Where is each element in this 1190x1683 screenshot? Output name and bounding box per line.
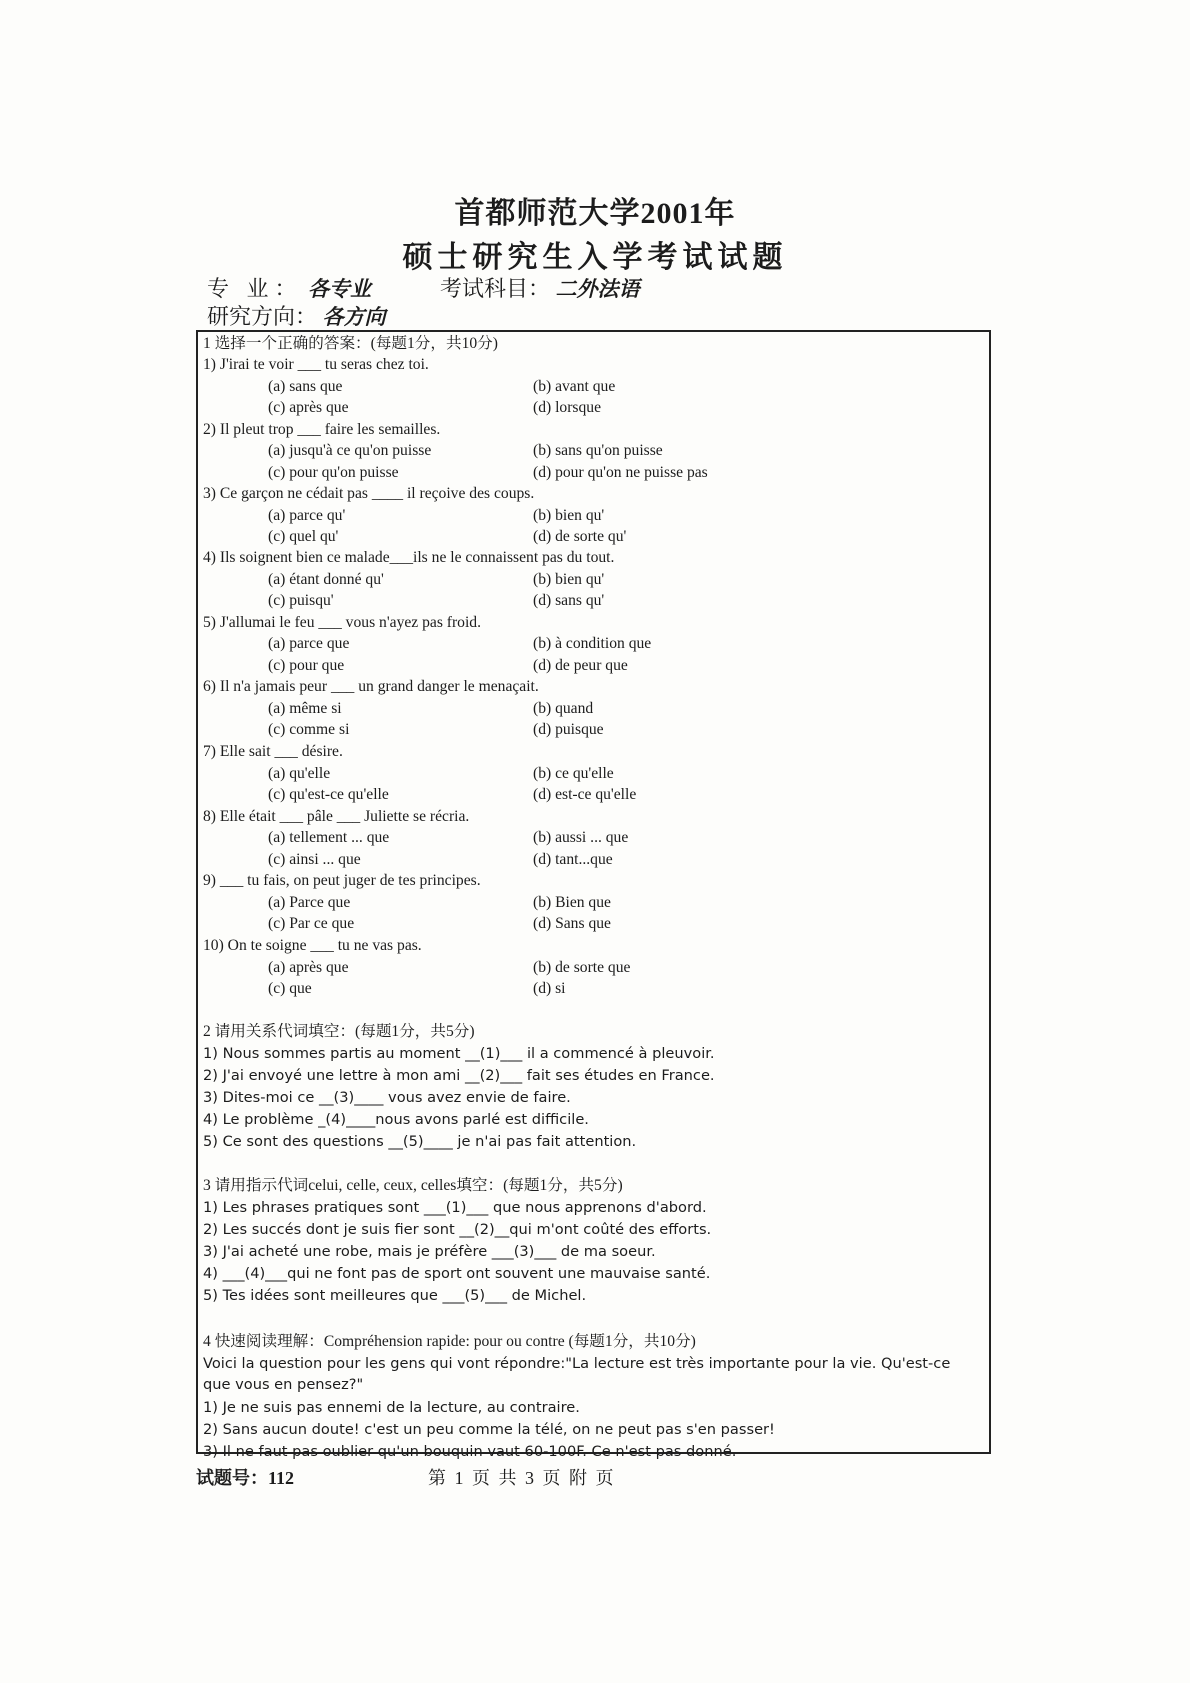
s3-line-2: 2) Les succés dont je suis fier sont __(2)__qui m'ont coûté des efforts. [203,1221,712,1238]
s3-line-1: 1) Les phrases pratiques sont ___(1)___ que nous apprenons d'abord. [203,1199,707,1216]
q1-option-d: (d) lorsque [533,399,601,416]
s2-line-5: 5) Ce sont des questions __(5)____ je n'ai pas fait attention. [203,1133,637,1150]
q10-option-a: (a) après que [268,959,349,976]
q3-option-b: (b) bien qu' [533,507,605,524]
q7-option-d: (d) est-ce qu'elle [533,786,637,803]
s3-line-5: 5) Tes idées sont meilleures que ___(5)___ de Michel. [203,1287,587,1304]
s4-line-1: 1) Je ne suis pas ennemi de la lecture, au contraire. [203,1399,580,1416]
q4-option-c: (c) puisqu' [268,592,334,609]
q5-option-b: (b) à condition que [533,635,652,652]
q1-stem: 1) J'irai te voir ___ tu seras chez toi. [203,356,429,373]
q3-stem: 3) Ce garçon ne cédait pas ____ il reçoive des coups. [203,485,535,502]
q7-option-a: (a) qu'elle [268,765,331,782]
major-label: 专 业： [207,276,303,301]
q2-option-b: (b) sans qu'on puisse [533,442,663,459]
q5-option-c: (c) pour que [268,657,345,674]
s4-intro-line-2: que vous en pensez?" [203,1376,364,1393]
subject-value: 二外法语 [555,277,640,301]
q3-option-c: (c) quel qu' [268,528,339,545]
q6-stem: 6) Il n'a jamais peur ___ un grand danger le menaçait. [203,678,539,695]
q9-option-a: (a) Parce que [268,894,351,911]
exam-title-university: 首都师范大学2001年 [454,197,736,230]
section3-heading: 3 请用指示代词celui, celle, ceux, celles填空：(每题1分，共5分) [203,1177,623,1194]
section1-heading: 1 选择一个正确的答案：(每题1分，共10分) [203,335,498,352]
q8-option-b: (b) aussi ... que [533,829,629,846]
q8-option-d: (d) tant...que [533,851,613,868]
question-code: 试题号：112 [196,1468,295,1488]
q10-stem: 10) On te soigne ___ tu ne vas pas. [203,937,422,954]
q3-option-d: (d) de sorte qu' [533,528,627,545]
q9-option-b: (b) Bien que [533,894,611,911]
q2-option-c: (c) pour qu'on puisse [268,464,399,481]
q6-option-b: (b) quand [533,700,594,717]
q9-stem: 9) ___ tu fais, on peut juger de tes principes. [203,872,481,889]
major-value: 各专业 [308,277,372,301]
subject-label: 考试科目： [440,276,551,301]
major-row [207,272,371,303]
q9-option-d: (d) Sans que [533,915,611,932]
q7-option-b: (b) ce qu'elle [533,765,614,782]
q10-option-c: (c) que [268,980,312,997]
q9-option-c: (c) Par ce que [268,915,355,932]
q4-stem: 4) Ils soignent bien ce malade___ils ne le connaissent pas du tout. [203,549,615,566]
q10-option-b: (b) de sorte que [533,959,631,976]
page-indicator: 第 1 页 共 3 页 附 页 [428,1468,616,1488]
q8-option-a: (a) tellement ... que [268,829,390,846]
direction-value: 各方向 [322,305,386,329]
q10-option-d: (d) si [533,980,566,997]
q2-option-a: (a) jusqu'à ce qu'on puisse [268,442,432,459]
q5-stem: 5) J'allumai le feu ___ vous n'ayez pas froid. [203,614,481,631]
s4-intro-line-1: Voici la question pour les gens qui vont répondre:"La lecture est très importante pour la vie. Qu'est-ce [203,1355,951,1372]
s2-line-3: 3) Dites-moi ce __(3)____ vous avez envie de faire. [203,1089,571,1106]
q1-option-b: (b) avant que [533,378,616,395]
section2-heading: 2 请用关系代词填空：(每题1分，共5分) [203,1023,475,1040]
q5-option-a: (a) parce que [268,635,350,652]
s2-line-2: 2) J'ai envoyé une lettre à mon ami __(2)___ fait ses études en France. [203,1067,715,1084]
s3-line-4: 4) ___(4)___qui ne font pas de sport ont souvent une mauvaise santé. [203,1265,711,1282]
q1-option-c: (c) après que [268,399,349,416]
subject-row [440,272,640,303]
direction-label: 研究方向： [207,304,318,329]
q6-option-c: (c) comme si [268,721,350,738]
q8-stem: 8) Elle était ___ pâle ___ Juliette se récria. [203,808,470,825]
q4-option-a: (a) étant donné qu' [268,571,384,588]
q7-stem: 7) Elle sait ___ désire. [203,743,343,760]
q6-option-d: (d) puisque [533,721,604,738]
q3-option-a: (a) parce qu' [268,507,346,524]
s4-line-2: 2) Sans aucun doute! c'est un peu comme la télé, on ne peut pas s'en passer! [203,1421,775,1438]
s4-line-3: 3) Il ne faut pas oublier qu'un bouquin vaut 60-100F. Ce n'est pas donné. [203,1443,737,1460]
direction-row [207,300,386,331]
q7-option-c: (c) qu'est-ce qu'elle [268,786,389,803]
exam-title-main: 硕士研究生入学考试试题 [402,241,788,274]
q2-stem: 2) Il pleut trop ___ faire les semailles. [203,421,441,438]
q2-option-d: (d) pour qu'on ne puisse pas [533,464,708,481]
s2-line-4: 4) Le problème _(4)____nous avons parlé est difficile. [203,1111,589,1128]
q4-option-d: (d) sans qu' [533,592,605,609]
q8-option-c: (c) ainsi ... que [268,851,361,868]
q5-option-d: (d) de peur que [533,657,628,674]
q1-option-a: (a) sans que [268,378,343,395]
q6-option-a: (a) même si [268,700,342,717]
section4-heading: 4 快速阅读理解：Compréhension rapide: pour ou contre (每题1分，共10分) [203,1333,696,1350]
s3-line-3: 3) J'ai acheté une robe, mais je préfère ___(3)___ de ma soeur. [203,1243,656,1260]
s2-line-1: 1) Nous sommes partis au moment __(1)___ il a commencé à pleuvoir. [203,1045,715,1062]
q4-option-b: (b) bien qu' [533,571,605,588]
